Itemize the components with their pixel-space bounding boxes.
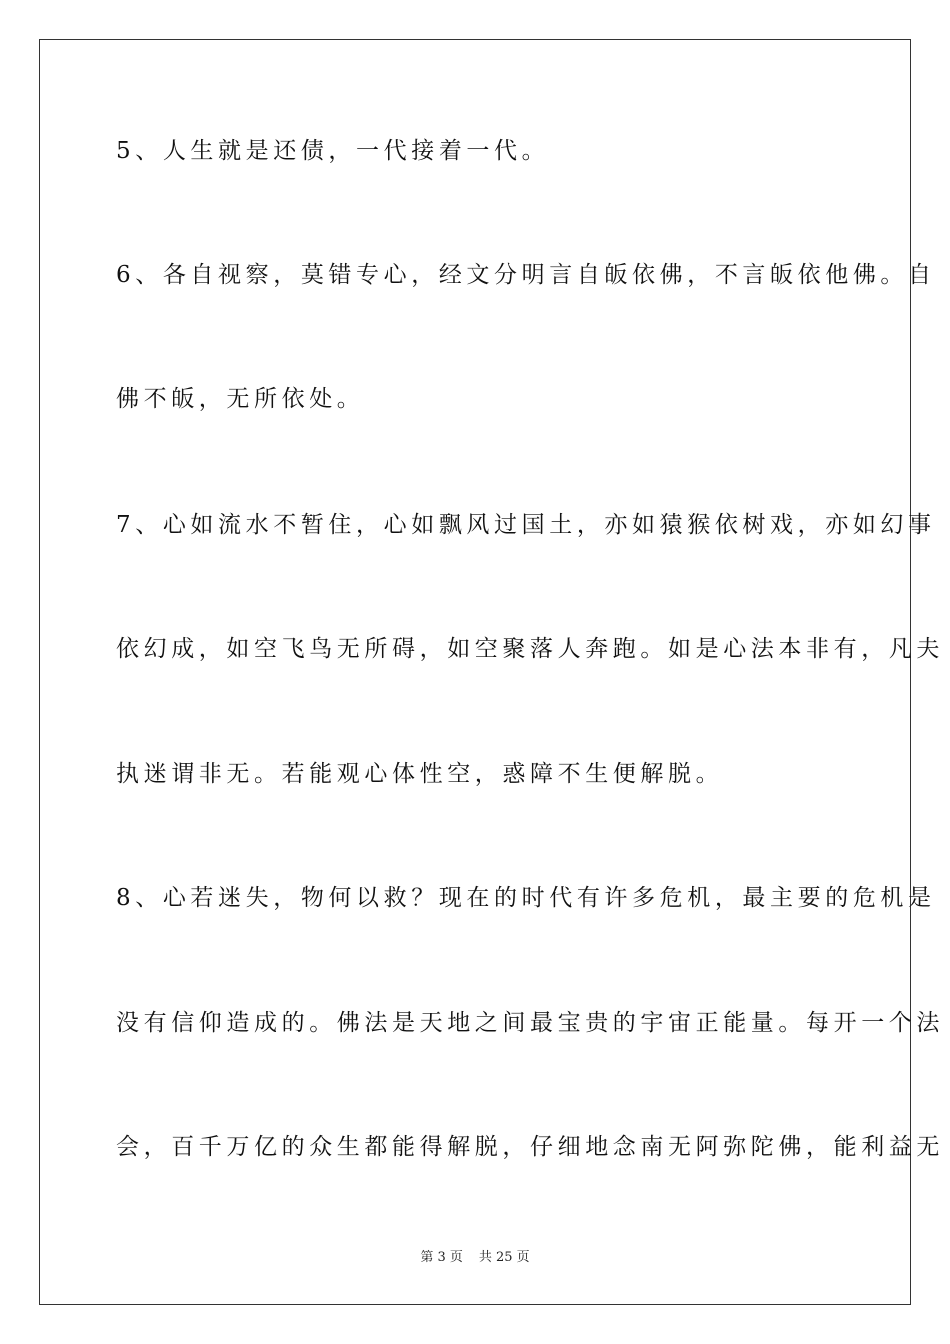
text-line: 佛不皈，无所依处。 — [116, 386, 365, 412]
page-total: 共 25 页 — [478, 1250, 530, 1265]
text-line: 没有信仰造成的。佛法是天地之间最宝贵的宇宙正能量。每开一个法 — [116, 1010, 944, 1036]
text-line: 7、心如流水不暂住，心如飘风过国土，亦如猿猴依树戏，亦如幻事 — [116, 512, 936, 538]
text-line: 5、人生就是还债，一代接着一代。 — [116, 138, 550, 164]
text-line: 会，百千万亿的众生都能得解脱，仔细地念南无阿弥陀佛，能利益无 — [116, 1134, 944, 1160]
text-line: 执迷谓非无。若能观心体性空，惑障不生便解脱。 — [116, 761, 724, 787]
page-number: 第 3 页 — [420, 1250, 463, 1265]
page-footer — [0, 1250, 950, 1266]
page-frame — [39, 39, 944, 1305]
text-line: 8、心若迷失，物何以救？现在的时代有许多危机，最主要的危机是 — [116, 885, 936, 911]
text-line: 6、各自视察，莫错专心，经文分明言自皈依佛，不言皈依他佛。自 — [116, 262, 936, 288]
text-line: 依幻成，如空飞鸟无所碍，如空聚落人奔跑。如是心法本非有，凡夫 — [116, 636, 944, 662]
